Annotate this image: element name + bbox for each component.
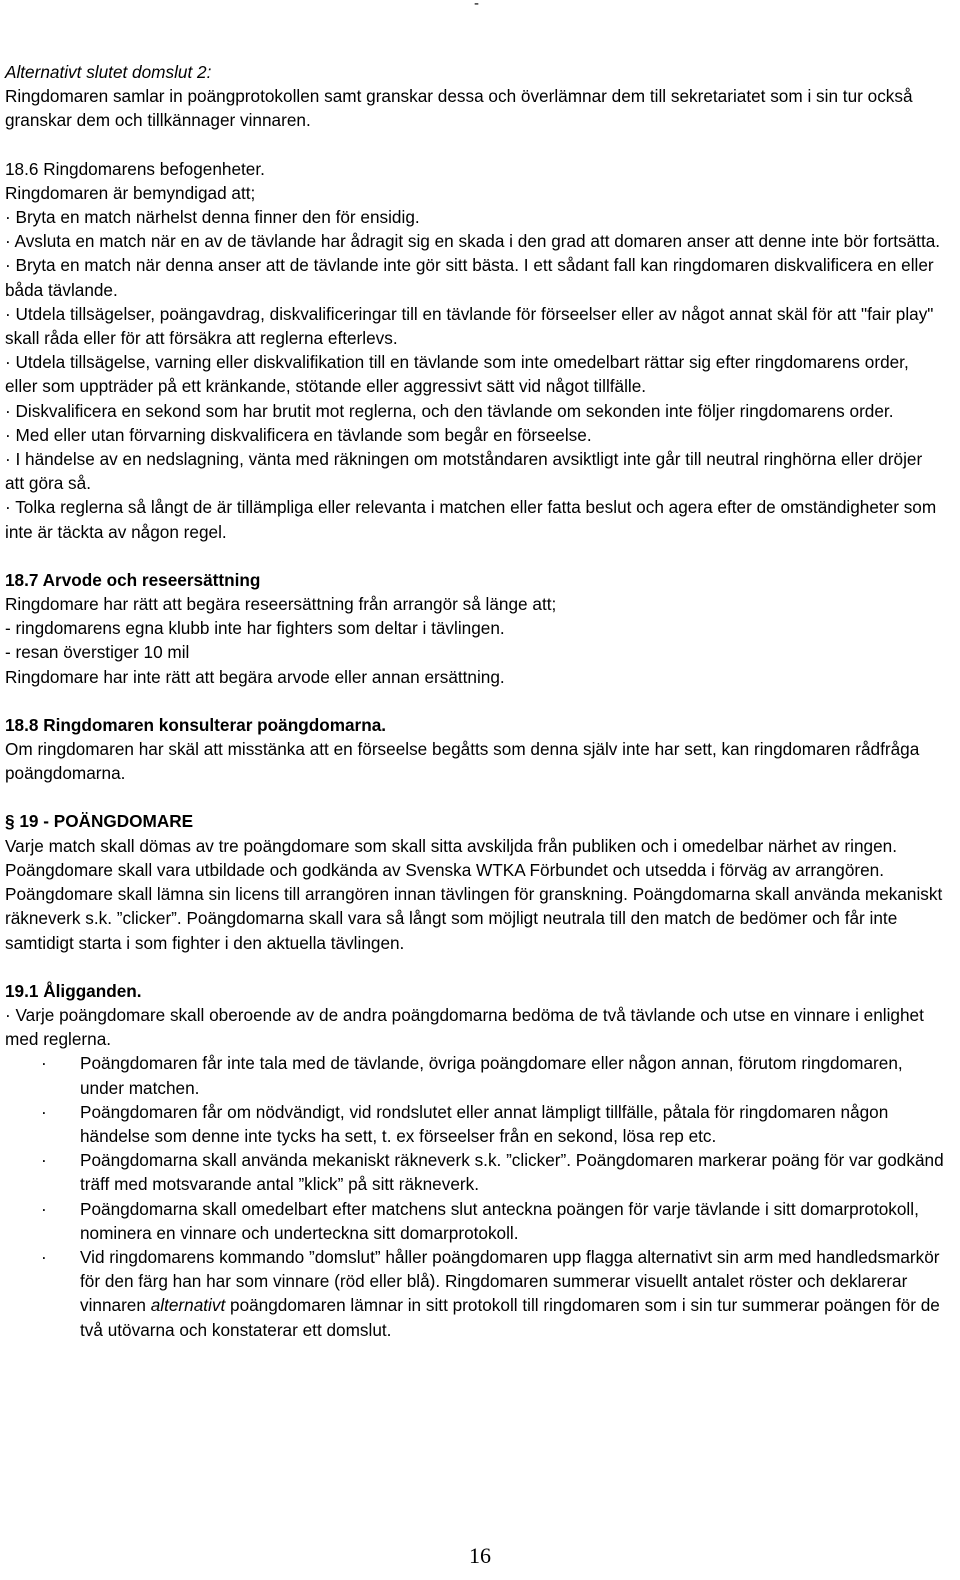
bullet: · — [41, 1101, 47, 1122]
s18-6-item: · Med eller utan förvarning diskvalificera en tävlande som begår en förseelse. — [5, 424, 592, 445]
s18-7-line: Ringdomare har inte rätt att begära arvode eller annan ersättning. — [5, 666, 505, 687]
alt-end-text: Ringdomaren samlar in poängprotokollen samt granskar dessa och överlämnar dem till sekretariatet som i sin tur också granskar dem och tillkännager vinnaren. — [5, 86, 913, 131]
list-item — [5, 1148, 945, 1196]
s18-6-item: · Utdela tillsägelse, varning eller diskvalifikation till en tävlande som inte omedelbart rättar sig efter ringdomarens order, eller som uppträder på ett kränkande, stötande eller aggressivt sätt vid något tillfälle. — [5, 352, 909, 397]
s18-6-item: · Bryta en match när denna anser att de tävlande inte gör sitt bästa. I ett sådant fall kan ringdomaren diskvalificera en eller båda tävlande. — [5, 255, 934, 300]
list-item — [5, 1197, 945, 1245]
s18-6-item: · Utdela tillsägelser, poängavdrag, diskvalificeringar till en tävlande för förseelser eller av något annat skäl för att "fair play" skall råda eller för att försäkra att reglerna efterlevs. — [5, 303, 934, 349]
s18-7-line: - ringdomarens egna klubb inte har fighters som deltar i tävlingen. — [5, 618, 505, 639]
list-item — [5, 1245, 945, 1342]
list-item — [5, 1100, 945, 1148]
s18-7-line: - resan överstiger 10 mil — [5, 642, 190, 663]
top-mark: - — [474, 0, 479, 12]
s18-6-item: · Tolka reglerna så långt de är tillämpliga eller relevanta i matchen eller fatta beslut och agera efter de omständigheter som inte är täckta av någon regel. — [5, 497, 937, 542]
list-item-text: Poängdomarna skall använda mekaniskt räkneverk s.k. ”clicker”. Poängdomaren markerar poäng för var godkänd träff med motsvarande antal ”klick” på sitt räkneverk. — [80, 1150, 944, 1195]
bullet: · — [41, 1053, 47, 1074]
s18-6-intro: Ringdomaren är bemyndigad att; — [5, 182, 256, 203]
s18-6-item: · Diskvalificera en sekond som har brutit mot reglerna, och den tävlande om sekonden inte följer ringdomarens order. — [5, 400, 894, 421]
list-item — [5, 1051, 945, 1099]
s19-1-intro: · Varje poängdomare skall oberoende av de andra poängdomarna bedöma de två tävlande och utse en vinnare i enlighet med reglerna. — [5, 1004, 924, 1050]
text-run: poängdomaren lämnar in sitt protokoll till ringdomaren som i sin tur summerar poängen för de två utövarna och konstaterar ett domslut. — [80, 1295, 940, 1340]
s18-6-item: · I händelse av en nedslagning, vänta med räkningen om motståndaren avsiktligt inte går till neutral ringhörna eller dröjer att göra så. — [5, 449, 923, 494]
alt-end-heading: Alternativt slutet domslut 2: — [5, 62, 212, 82]
text-run: Vid ringdomarens kommando ”domslut” håller poängdomaren upp flagga alternativt sin arm med handledsmarkör för den färg han har som vinnare (röd eller blå). Ringdomaren summerar visuellt antalet röster och deklarerar vinnaren — [80, 1246, 940, 1316]
bullet: · — [41, 1198, 47, 1219]
bullet: · — [41, 1150, 47, 1171]
page-number: 16 — [469, 1543, 491, 1568]
s18-6-item: · Avsluta en match när en av de tävlande har ådragit sig en skada i den grad att domaren anser att denne inte bör fortsätta. — [5, 231, 941, 252]
s18-8-text: Om ringdomaren har skäl att misstänka att en förseelse begåtts som denna själv inte har sett, kan ringdomaren rådfråga poängdomarna. — [5, 739, 920, 784]
s19-1-heading: 19.1 Åligganden. — [5, 980, 142, 1001]
s18-6-heading: 18.6 Ringdomarens befogenheter. — [5, 158, 265, 179]
s18-7-heading: 18.7 Arvode och reseersättning — [5, 569, 261, 590]
list-item-text: Poängdomaren får om nödvändigt, vid rondslutet eller annat lämpligt tillfälle, påtala för ringdomaren någon händelse som denne inte tycks ha sett, t. ex förseelser från en sekond, lösa rep etc. — [80, 1101, 889, 1146]
s18-7-line: Ringdomare har rätt att begära reseersättning från arrangör så länge att; — [5, 594, 557, 615]
document-page — [5, 60, 945, 1342]
list-item-text: Poängdomaren får inte tala med de tävlande, övriga poängdomare eller någon annan, förutom ringdomaren, under matchen. — [80, 1053, 903, 1098]
list-item-text — [80, 1247, 940, 1340]
s18-8-heading: 18.8 Ringdomaren konsulterar poängdomarna. — [5, 714, 387, 735]
list-item-text: Poängdomarna skall omedelbart efter matchens slut anteckna poängen för varje tävlande i sitt domarprotokoll, nominera en vinnare och underteckna sitt domarprotokoll. — [80, 1198, 919, 1243]
s19-1-list — [5, 1051, 945, 1341]
bullet: · — [41, 1246, 47, 1267]
s18-6-item: · Bryta en match närhelst denna finner den för ensidig. — [5, 207, 420, 228]
italic-word: alternativt — [150, 1295, 226, 1316]
s19-heading: § 19 - POÄNGDOMARE — [5, 811, 194, 832]
s19-text: Varje match skall dömas av tre poängdomare som skall sitta avskiljda från publiken och i omedelbar närhet av ringen. Poängdomare skall vara utbildade och godkända av Svenska WTKA Förbundet och utsedda i förväg av arrangören. Poängdomare skall lämna sin licens till arrangören innan tävlingen för granskning. Poängdomarna skall använda mekaniskt räkneverk s.k. ”clicker”. Poängdomarna skall vara så långt som möjligt neutrala till den match de bedömer och får inte samtidigt starta i som fighter i den aktuella tävlingen. — [5, 835, 943, 953]
